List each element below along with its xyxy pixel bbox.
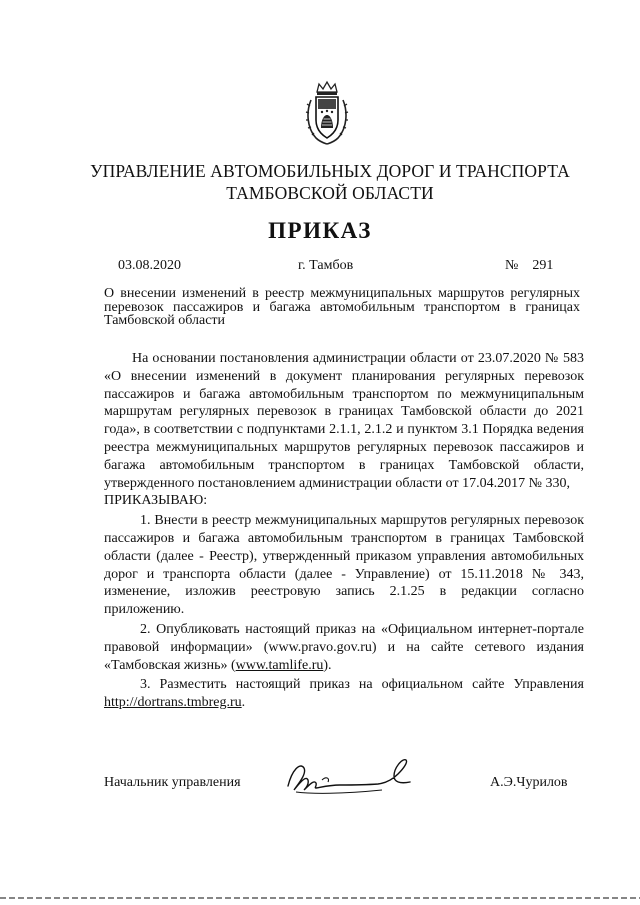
order-number: [505, 258, 553, 274]
item-1: 1. Внести в реестр межмуниципальных маршрутов регулярных перевозок пассажиров и багажа автомобильным транспортом в границах Тамбовской области (далее - Реестр), утвержденный приказом управления автомобильных дорог и транспорта области (далее - Управление) от 15.11.2018 № 343, изменение, изложив реестровую запись 2.1.25 в редакции согласно приложению.: [104, 513, 584, 618]
item-2: [104, 621, 584, 674]
organization-line-1: УПРАВЛЕНИЕ АВТОМОБИЛЬНЫХ ДОРОГ И ТРАНСПОРТА: [90, 161, 570, 181]
handwritten-signature: [282, 750, 432, 802]
item-3-text: 3. Разместить настоящий приказ на официальном сайте Управления: [140, 677, 584, 693]
organization-line-2: ТАМБОВСКОЙ ОБЛАСТИ: [226, 183, 434, 203]
dortrans-link[interactable]: http://dortrans.tmbreg.ru: [104, 695, 242, 711]
number-sign: №: [505, 258, 519, 273]
coat-of-arms-emblem: [304, 80, 350, 146]
document-title: ПРИКАЗ: [268, 218, 372, 243]
scan-edge-line: [0, 897, 640, 899]
item-3: [104, 676, 584, 712]
item-2-end: ).: [323, 657, 332, 673]
signer-position: Начальник управления: [104, 775, 241, 790]
item-2-text: 2. Опубликовать настоящий приказ на «Официальном интернет-портале правовой информации» (www.pravo.gov.ru) и на сайте сетевого издания «Тамбовская жизнь» (: [104, 621, 584, 673]
order-subject: О внесении изменений в реестр межмуниципальных маршрутов регулярных перевозок пассажиров и багажа автомобильным транспортом в границах Тамбовской области: [104, 286, 580, 328]
item-3-end: .: [241, 695, 246, 711]
organization-name: [60, 160, 600, 204]
tamlife-link[interactable]: www.tamlife.ru: [235, 657, 324, 673]
order-date: 03.08.2020: [118, 258, 181, 273]
preamble-paragraph: На основании постановления администрации области от 23.07.2020 № 583 «О внесении изменений в документ планирования регулярных перевозок пассажиров и багажа автомобильным транспортом по межмуниципальным маршрутам регулярных перевозок в границах Тамбовской области до 2021 года», в соответствии с подпунктами 2.1.1, 2.1.2 и пунктом 3.1 Порядка ведения реестра межмуниципальных маршрутов регулярных перевозок пассажиров и багажа автомобильным транспортом в границах Тамбовской области, утвержденного постановлением администрации области от 17.04.2017 № 330,: [104, 351, 584, 491]
number-value: 291: [532, 258, 554, 273]
order-word: ПРИКАЗЫВАЮ:: [104, 493, 208, 509]
signer-name: А.Э.Чурилов: [490, 775, 568, 790]
order-city: г. Тамбов: [298, 258, 354, 273]
order-body: [104, 350, 584, 712]
